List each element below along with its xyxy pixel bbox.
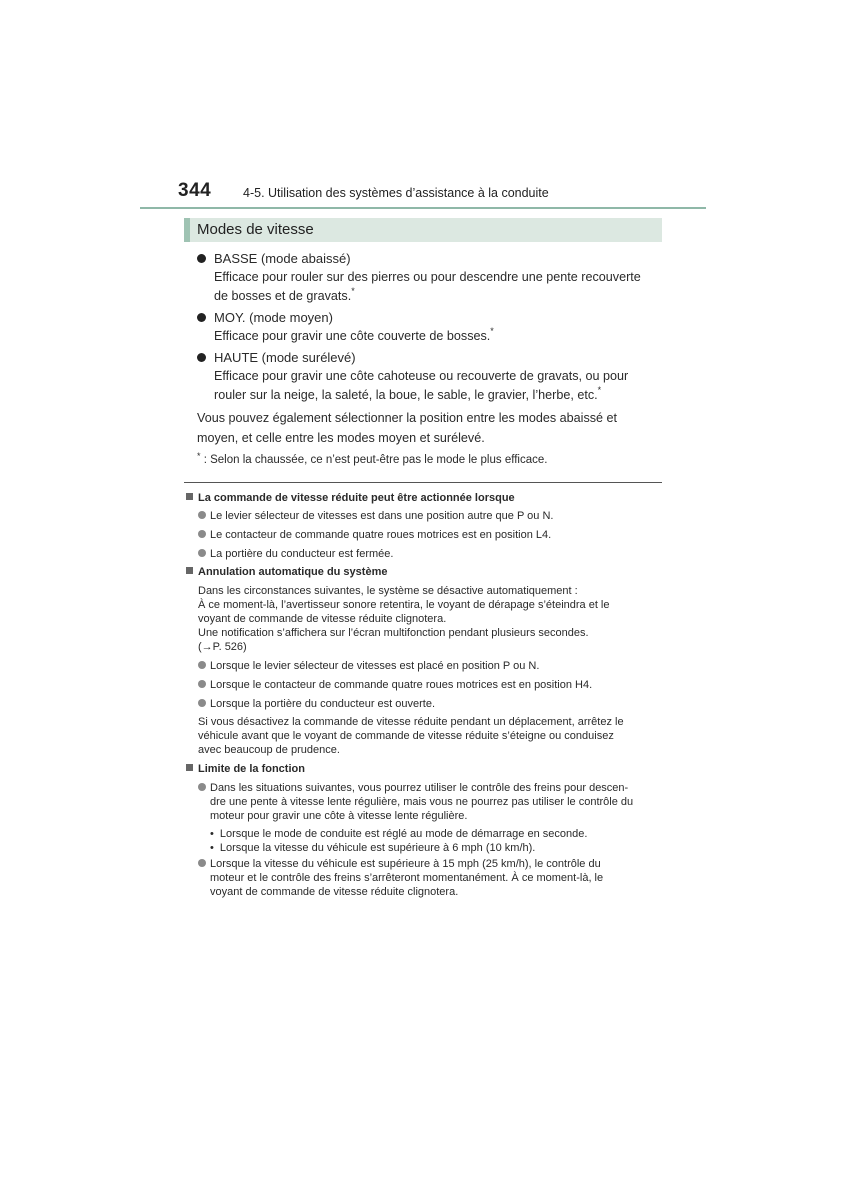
page-reference[interactable]: (→P. 526)	[198, 641, 247, 653]
note-text: Une notification s’affichera sur l’écran multifonction pendant plusieurs secondes.	[198, 627, 589, 639]
mode-label: BASSE (mode abaissé)	[214, 251, 351, 266]
note-text: À ce moment-là, l’avertisseur sonore retentira, le voyant de dérapage s’éteindra et le	[198, 599, 610, 611]
note-title: La commande de vitesse réduite peut être actionnée lorsque	[186, 491, 515, 505]
square-icon	[186, 493, 193, 500]
mode-item-basse	[197, 250, 351, 268]
header-rule	[140, 207, 706, 209]
note-text: Si vous désactivez la commande de vitesse réduite pendant un déplacement, arrêtez le	[198, 716, 624, 728]
note-item: Dans les situations suivantes, vous pourrez utiliser le contrôle des freins pour descen-	[198, 781, 662, 795]
heading-accent	[184, 218, 190, 242]
note-text: voyant de commande de vitesse réduite clignotera.	[210, 886, 459, 898]
note-text: moteur et le contrôle des freins s’arrêteront momentanément. À ce moment-là, le	[210, 872, 604, 884]
note-text: moteur pour gravir une côte à vitesse lente régulière.	[210, 810, 468, 822]
note-item: Lorsque le contacteur de commande quatre roues motrices est en position H4.	[198, 678, 592, 692]
mode-label: HAUTE (mode surélevé)	[214, 350, 356, 365]
bullet-icon	[197, 313, 206, 322]
mode-desc: Efficace pour gravir une côte couverte de bosses.*	[214, 326, 494, 343]
note-title: Limite de la fonction	[186, 762, 305, 776]
mode-label: MOY. (mode moyen)	[214, 310, 333, 325]
mode-item-haute	[197, 349, 356, 367]
notes-divider	[184, 482, 662, 483]
note-item: La portière du conducteur est fermée.	[198, 547, 393, 561]
bullet-icon	[198, 680, 206, 688]
note-text: avec beaucoup de prudence.	[198, 744, 340, 756]
bullet-icon	[198, 511, 206, 519]
bullet-icon	[198, 549, 206, 557]
note-item: Le levier sélecteur de vitesses est dans une position autre que P ou N.	[198, 509, 553, 523]
square-icon	[186, 764, 193, 771]
note-text: Dans les circonstances suivantes, le système se désactive automatiquement :	[198, 585, 578, 597]
mode-desc-cont: de bosses et de gravats.*	[214, 286, 355, 303]
note-item: Lorsque le levier sélecteur de vitesses est placé en position P ou N.	[198, 659, 539, 673]
bullet-icon	[198, 699, 206, 707]
mode-desc: Efficace pour rouler sur des pierres ou pour descendre une pente recouverte	[214, 270, 641, 284]
note-text: dre une pente à vitesse lente régulière, mais vous ne pourrez pas utiliser le contrôle du	[210, 796, 634, 808]
note-text: voyant de commande de vitesse réduite clignotera.	[198, 613, 447, 625]
sub-item: • Lorsque la vitesse du véhicule est supérieure à 6 mph (10 km/h).	[210, 842, 536, 854]
heading-title: Modes de vitesse	[197, 221, 314, 238]
square-icon	[186, 567, 193, 574]
note-item: Lorsque la portière du conducteur est ouverte.	[198, 697, 435, 711]
paragraph: Vous pouvez également sélectionner la position entre les modes abaissé et	[197, 411, 618, 425]
footnote: * : Selon la chaussée, ce n’est peut-être pas le mode le plus efficace.	[197, 451, 548, 466]
page-number: 344	[178, 180, 212, 201]
paragraph-cont: moyen, et celle entre les modes moyen et surélevé.	[197, 431, 485, 445]
bullet-icon	[198, 783, 206, 791]
section-title: 4-5. Utilisation des systèmes d’assistance à la conduite	[243, 186, 549, 200]
note-item: Le contacteur de commande quatre roues motrices est en position L4.	[198, 528, 551, 542]
note-title: Annulation automatique du système	[186, 565, 387, 579]
bullet-icon	[198, 661, 206, 669]
mode-item-moy	[197, 309, 333, 327]
page-header	[0, 0, 848, 210]
mode-desc-cont: rouler sur la neige, la saleté, la boue, le sable, le gravier, l’herbe, etc.*	[214, 385, 602, 402]
bullet-icon	[197, 254, 206, 263]
note-text: véhicule avant que le voyant de commande de vitesse réduite s’éteigne ou conduisez	[198, 730, 614, 742]
bullet-icon	[198, 530, 206, 538]
bullet-icon	[197, 353, 206, 362]
sub-item: • Lorsque le mode de conduite est réglé au mode de démarrage en seconde.	[210, 828, 588, 840]
mode-desc: Efficace pour gravir une côte cahoteuse ou recouverte de gravats, ou pour	[214, 369, 629, 383]
note-item: Lorsque la vitesse du véhicule est supérieure à 15 mph (25 km/h), le contrôle du	[198, 857, 662, 871]
bullet-icon	[198, 859, 206, 867]
